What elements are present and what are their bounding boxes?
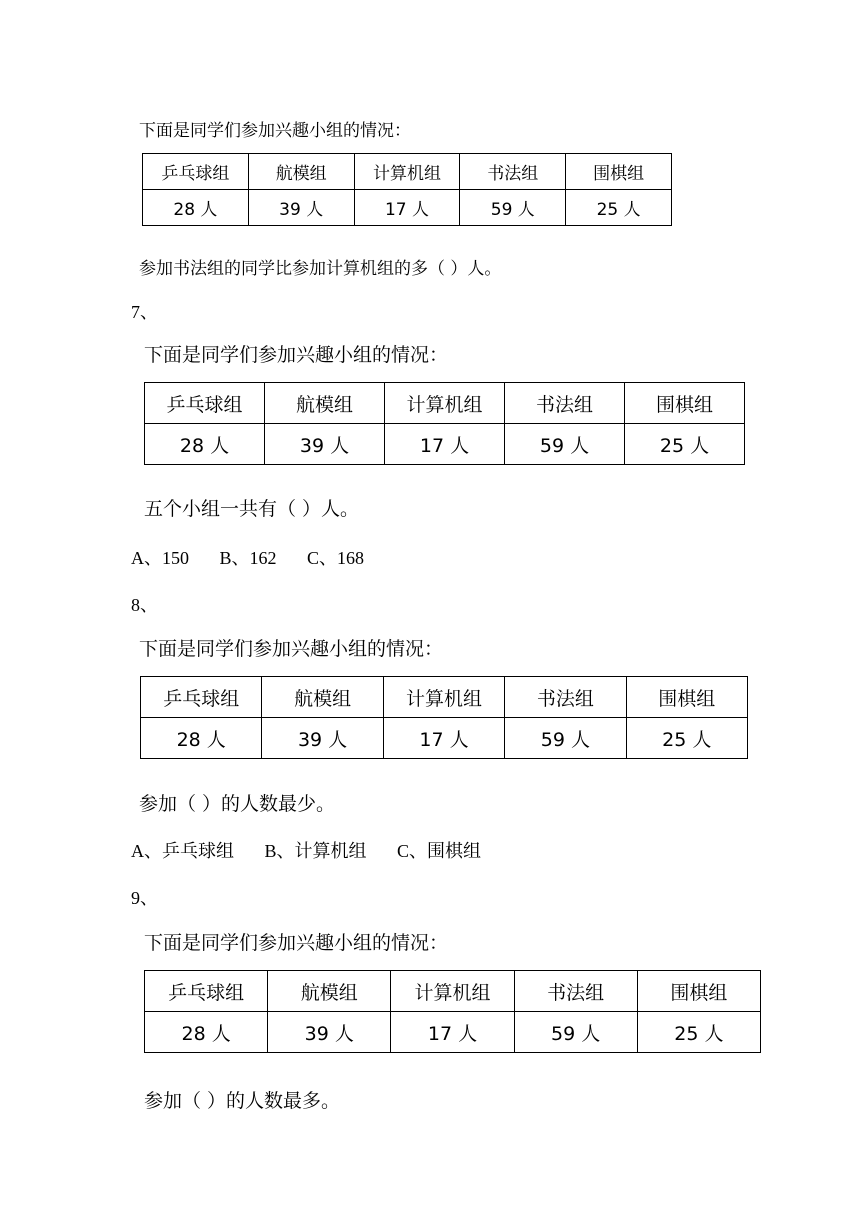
table-header-cell: 围棋组 xyxy=(637,971,760,1012)
table-value-cell: 59 人 xyxy=(505,424,625,465)
option-c: C、围棋组 xyxy=(397,841,482,861)
table-value-cell: 25 人 xyxy=(637,1012,760,1053)
table-header-cell: 围棋组 xyxy=(625,383,745,424)
interest-group-table xyxy=(140,676,748,759)
interest-group-table xyxy=(144,382,745,465)
intro-text: 下面是同学们参加兴趣小组的情况： xyxy=(144,344,449,366)
question-text: 五个小组一共有（ ）人。 xyxy=(144,498,360,520)
table-header-cell: 书法组 xyxy=(505,677,626,718)
answer-options xyxy=(131,544,390,570)
table-header-cell: 航模组 xyxy=(262,677,383,718)
interest-group-table xyxy=(142,153,672,226)
intro-text: 下面是同学们参加兴趣小组的情况： xyxy=(144,932,449,954)
table-value-cell: 28 人 xyxy=(145,424,265,465)
question-number: 7、 xyxy=(131,302,158,322)
table-header-cell: 乒乓球组 xyxy=(143,154,249,190)
option-a: A、乒乓球组 xyxy=(131,841,234,861)
table-header-cell: 围棋组 xyxy=(566,154,672,190)
interest-group-table xyxy=(144,970,761,1053)
table-value-cell: 59 人 xyxy=(460,190,566,226)
option-a: A、150 xyxy=(131,548,189,568)
table-header-cell: 围棋组 xyxy=(626,677,747,718)
option-b: B、计算机组 xyxy=(264,841,367,861)
table-value-cell: 17 人 xyxy=(391,1012,514,1053)
question-number: 8、 xyxy=(131,595,158,615)
option-b: B、162 xyxy=(219,548,277,568)
table-header-cell: 乒乓球组 xyxy=(145,383,265,424)
table-header-cell: 航模组 xyxy=(268,971,391,1012)
table-header-cell: 航模组 xyxy=(248,154,354,190)
table-value-cell: 39 人 xyxy=(265,424,385,465)
table-value-cell: 28 人 xyxy=(145,1012,268,1053)
table-value-cell: 28 人 xyxy=(143,190,249,226)
table-value-cell: 25 人 xyxy=(625,424,745,465)
table-header-cell: 航模组 xyxy=(265,383,385,424)
table-header-cell: 计算机组 xyxy=(354,154,460,190)
question-text: 参加书法组的同学比参加计算机组的多（ ）人。 xyxy=(139,259,502,279)
question-text: 参加（ ）的人数最多。 xyxy=(144,1090,341,1112)
table-value-cell: 59 人 xyxy=(505,718,626,759)
table-value-cell: 39 人 xyxy=(268,1012,391,1053)
question-number: 9、 xyxy=(131,888,158,908)
answer-options xyxy=(131,837,507,863)
table-value-cell: 39 人 xyxy=(248,190,354,226)
table-header-cell: 计算机组 xyxy=(391,971,514,1012)
table-header-cell: 书法组 xyxy=(514,971,637,1012)
intro-text: 下面是同学们参加兴趣小组的情况： xyxy=(139,638,444,660)
option-c: C、168 xyxy=(307,548,365,568)
intro-text: 下面是同学们参加兴趣小组的情况： xyxy=(139,121,411,141)
table-value-cell: 25 人 xyxy=(566,190,672,226)
table-value-cell: 28 人 xyxy=(141,718,262,759)
table-value-cell: 25 人 xyxy=(626,718,747,759)
table-value-cell: 39 人 xyxy=(262,718,383,759)
table-value-cell: 59 人 xyxy=(514,1012,637,1053)
table-value-cell: 17 人 xyxy=(383,718,504,759)
table-value-cell: 17 人 xyxy=(354,190,460,226)
table-value-cell: 17 人 xyxy=(385,424,505,465)
table-header-cell: 乒乓球组 xyxy=(145,971,268,1012)
table-header-cell: 书法组 xyxy=(460,154,566,190)
table-header-cell: 乒乓球组 xyxy=(141,677,262,718)
table-header-cell: 计算机组 xyxy=(383,677,504,718)
question-text: 参加（ ）的人数最少。 xyxy=(139,793,336,815)
table-header-cell: 书法组 xyxy=(505,383,625,424)
table-header-cell: 计算机组 xyxy=(385,383,505,424)
